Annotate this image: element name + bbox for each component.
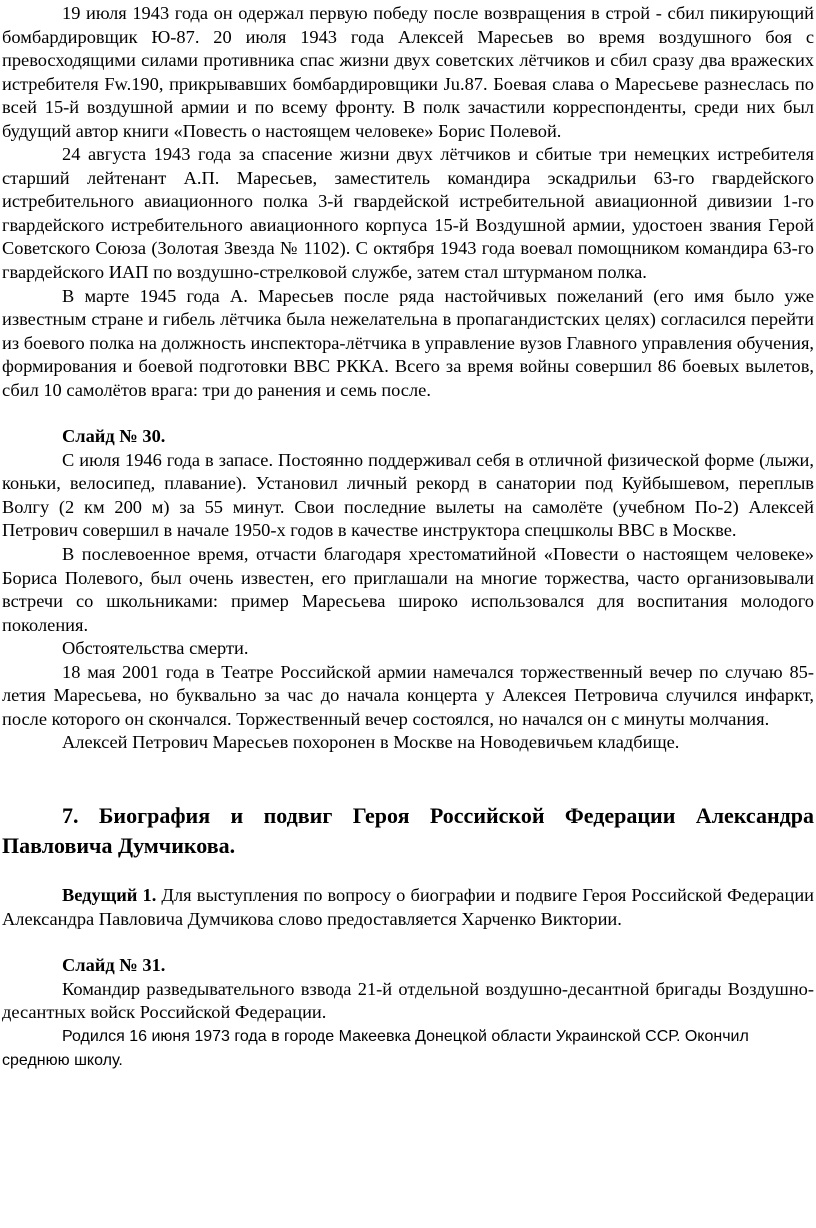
slide-30-heading: Слайд № 30. — [62, 426, 166, 447]
section-7-heading: 7. Биография и подвиг Героя Российской Федерации Александра Павловича Думчикова. — [2, 802, 814, 858]
paragraph-march-1945: В марте 1945 года А. Маресьев после ряда настойчивых пожеланий (его имя было уже известным стране и гибель лётчика была нежелательна в пропагандистских целях) согласился перейти из боевого полка на должность инспектора-лётчика в управление вузов Главного управления обучения, формирования и боевой подготовки ВВС РККА. Всего за время войны совершил 86 боевых вылетов, сбил 10 самолётов врага: три до ранения и семь после. — [2, 285, 814, 400]
spacer — [2, 861, 814, 884]
host-1-paragraph — [2, 884, 814, 931]
paragraph-hero-award: 24 августа 1943 года за спасение жизни двух лётчиков и сбитые три немецких истребителя старший лейтенант А.П. Маресьев, заместитель командира эскадрильи 63-го гвардейского истребительного авиационного полка 3-й гвардейской истребительной авиационной дивизии 1-го гвардейского истребительного авиационного корпуса 15-й Воздушной армии, удостоен звания Герой Советского Союза (Золотая Звезда № 1102). С октября 1943 года воевал помощником командира 63-го гвардейского ИАП по воздушно-стрелковой службе, затем стал штурманом полка. — [2, 144, 814, 283]
paragraph-death-circumstances: Обстоятельства смерти. — [62, 638, 249, 659]
paragraph-burial: Алексей Петрович Маресьев похоронен в Москве на Новодевичьем кладбище. — [62, 732, 680, 753]
spacer — [2, 931, 814, 954]
paragraph-postwar: В послевоенное время, отчасти благодаря хрестоматийной «Повести о настоящем человеке» Бориса Полевого, был очень известен, его приглашали на многие торжества, часто организовывали встречи со школьниками: пример Маресьева широко использовался для воспитания молодого поколения. — [2, 544, 814, 635]
host-1-label: Ведущий 1. — [62, 884, 157, 905]
spacer — [2, 755, 814, 801]
spacer — [2, 402, 814, 425]
host-1-text: Для выступления по вопросу о биографии и подвиге Героя Российской Федерации Александра Павловича Думчикова слово предоставляется Харченко Виктории. — [2, 884, 815, 929]
paragraph-commander: Командир разведывательного взвода 21-й отдельной воздушно-десантной бригады Воздушно-десантных войск Российской Федерации. — [2, 978, 814, 1023]
paragraph-may-2001: 18 мая 2001 года в Театре Российской армии намечался торжественный вечер по случаю 85-летия Маресьева, но буквально за час до начала концерта у Алексея Петровича случился инфаркт, после которого он скончался. Торжественный вечер состоялся, но начался он с минуты молчания. — [2, 661, 814, 729]
paragraph-first-victory: 19 июля 1943 года он одержал первую победу после возвращения в строй - сбил пикирующий бомбардировщик Ю-87. 20 июля 1943 года Алексей Маресьев во время воздушного боя с превосходящими силами противника спас жизни двух советских лётчиков и сбил сразу два вражеских истребителя Fw.190, прикрывавших бомбардировщики Ju.87. Боевая слава о Маресьеве разнеслась по всей 15-й воздушной армии и по всему фронту. В полк зачастили корреспонденты, среди них был будущий автор книги «Повесть о настоящем человеке» Борис Полевой. — [2, 3, 814, 141]
paragraph-born: Родился 16 июня 1973 года в городе Макеевка Донецкой области Украинской ССР. Окончил среднюю школу. — [2, 1027, 749, 1069]
paragraph-reserve-1946: С июля 1946 года в запасе. Постоянно поддерживал себя в отличной физической форме (лыжи, коньки, велосипед, плавание). Установил личный рекорд в санатории под Куйбышевом, переплыв Волгу (2 км 200 м) за 55 минут. Свои последние вылеты на самолёте (учебном По-2) Алексей Петрович совершил в начале 1950-х годов в качестве инструктора спецшколы ВВС в Москве. — [2, 449, 814, 541]
slide-31-heading: Слайд № 31. — [62, 955, 166, 976]
